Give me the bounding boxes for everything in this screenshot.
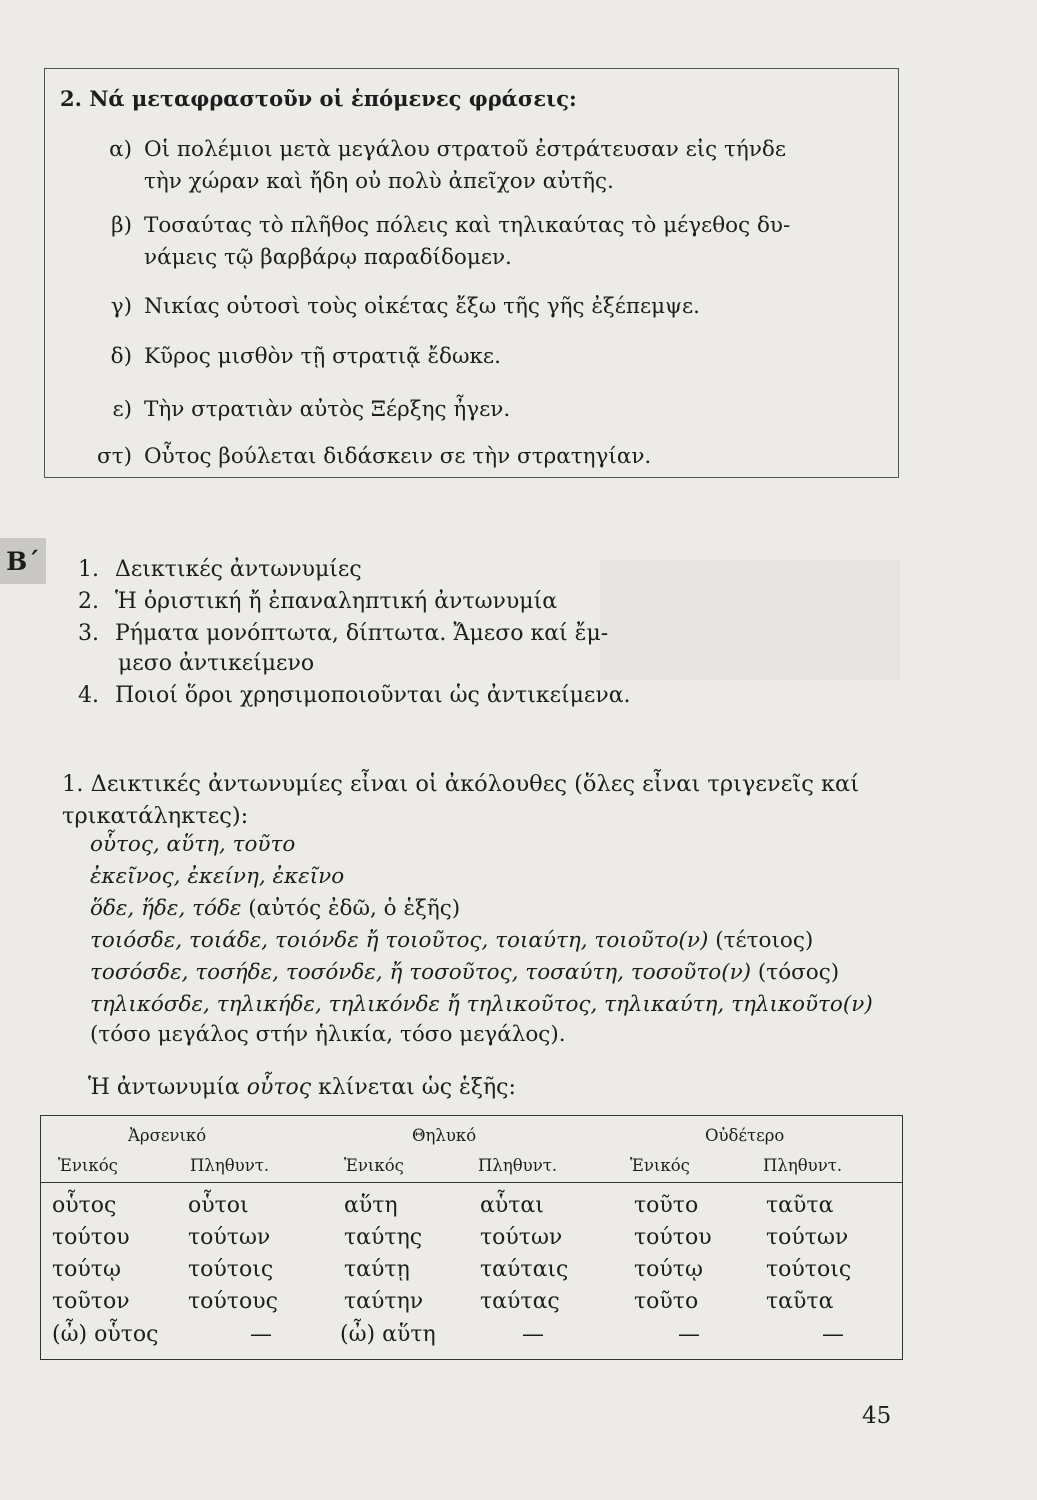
gender-masculine: Ἀρσενικό [128,1126,207,1145]
sentence-f: στ) Οὗτος βούλεται διδάσκειν σε τὴν στρατηγίαν. [97,444,652,469]
table-cell: οὗτος [52,1193,117,1218]
table-cell: — [678,1322,700,1347]
table-cell: τούτοις [766,1257,852,1282]
page-number: 45 [862,1403,892,1429]
table-cell: τούτου [634,1225,712,1250]
number-header: Πληθυντ. [478,1156,558,1175]
table-cell: ταύτας [480,1289,560,1314]
form-line-5: τοσόσδε, τοσήδε, τοσόνδε, ἤ τοσοῦτος, τοσαύτη, τοσοῦτο(ν) (τόσος) [90,960,840,985]
sentence-e: ε) Τὴν στρατιὰν αὐτὸς Ξέρξης ἦγεν. [112,397,511,422]
table-cell: οὗτοι [188,1193,249,1218]
table-cell: τούτων [188,1225,271,1250]
number-header: Πληθυντ. [190,1156,270,1175]
page-shade [600,560,900,680]
number-header: Ἑνικός [58,1156,118,1175]
topic-1: 1. Δεικτικές ἀντωνυμίες [78,557,362,582]
table-cell: ταῦτα [766,1193,834,1218]
sentence-c: γ) Νικίας οὑτοσὶ τοὺς οἰκέτας ἔξω τῆς γῆς ἐξέπεμψε. [110,294,700,319]
topic-2: 2. Ἡ ὁριστική ἤ ἐπαναληπτική ἀντωνυμία [78,589,558,614]
table-cell: τούτῳ [52,1257,121,1282]
table-cell: (ὦ) αὕτη [340,1322,436,1347]
table-cell: τούτοις [188,1257,274,1282]
gender-feminine: Θηλυκό [412,1126,477,1145]
table-cell: τούτῳ [634,1257,703,1282]
table-cell: τούτου [52,1225,130,1250]
number-header: Πληθυντ. [763,1156,843,1175]
table-cell: — [522,1322,544,1347]
number-header: Ἑνικός [630,1156,690,1175]
form-line-1: οὗτος, αὕτη, τοῦτο [90,832,296,857]
table-cell: — [822,1322,844,1347]
table-cell: ταύτῃ [344,1257,410,1282]
declension-intro: Ἡ ἀντωνυμία οὗτος κλίνεται ὡς ἑξῆς: [88,1075,516,1100]
table-cell: ταύτην [344,1289,424,1314]
table-cell: τοῦτο [634,1289,699,1314]
form-line-3: ὅδε, ἥδε, τόδε (αὐτός ἐδῶ, ὁ ἑξῆς) [90,896,461,921]
table-cell: τούτων [766,1225,849,1250]
form-line-cont: (τόσο μεγάλος στήν ἡλικία, τόσο μεγάλος). [90,1022,566,1047]
gender-neuter: Οὐδέτερο [705,1126,785,1145]
section-tab: B΄ [0,538,46,584]
number-header: Ἑνικός [344,1156,404,1175]
table-cell: αὗται [480,1193,544,1218]
sentence-a: α) Οἱ πολέμιοι μετὰ μεγάλου στρατοῦ ἐστράτευσαν εἰς τήνδε τὴν χώραν καὶ ἤδη οὐ πολὺ ἀπεῖχον αὐτῆς. [109,137,786,194]
table-cell: ταύταις [480,1257,569,1282]
table-header-rule [40,1182,903,1183]
table-cell: αὕτη [344,1193,398,1218]
table-cell: τούτους [188,1289,278,1314]
table-cell: ταῦτα [766,1289,834,1314]
sentence-b: β) Τοσαύτας τὸ πλῆθος πόλεις καὶ τηλικαύτας τὸ μέγεθος δυ- νάμεις τῷ βαρβάρῳ παραδίδομεν. [111,213,791,270]
topic-4: 4. Ποιοί ὅροι χρησιμοποιοῦνται ὡς ἀντικείμενα. [78,683,631,708]
table-cell: — [250,1322,272,1347]
table-cell: τοῦτον [52,1289,130,1314]
topic-3: 3. Ρήματα μονόπτωτα, δίπτωτα. Ἄμεσο καί ἔμ- μεσο ἀντικείμενο [78,621,609,676]
table-cell: τοῦτο [634,1193,699,1218]
form-line-6: τηλικόσδε, τηλικήδε, τηλικόνδε ἤ τηλικοῦτος, τηλικαύτη, τηλικοῦτο(ν) [90,992,873,1017]
table-cell: τούτων [480,1225,563,1250]
table-cell: (ὦ) οὗτος [52,1322,159,1347]
intro-paragraph: 1. Δεικτικές ἀντωνυμίες εἶναι οἱ ἀκόλουθες (ὅλες εἶναι τριγενεῖς καί τρικατάληκτες): [62,771,860,829]
table-cell: ταύτης [344,1225,423,1250]
exercise-title: 2. Νά μεταφραστοῦν οἱ ἑπόμενες φράσεις: [60,86,577,111]
form-line-4: τοιόσδε, τοιάδε, τοιόνδε ἤ τοιοῦτος, τοιαύτη, τοιοῦτο(ν) (τέτοιος) [90,928,814,953]
sentence-d: δ) Κῦρος μισθὸν τῇ στρατιᾷ ἔδωκε. [110,344,501,369]
form-line-2: ἐκεῖνος, ἐκείνη, ἐκεῖνο [90,864,345,889]
